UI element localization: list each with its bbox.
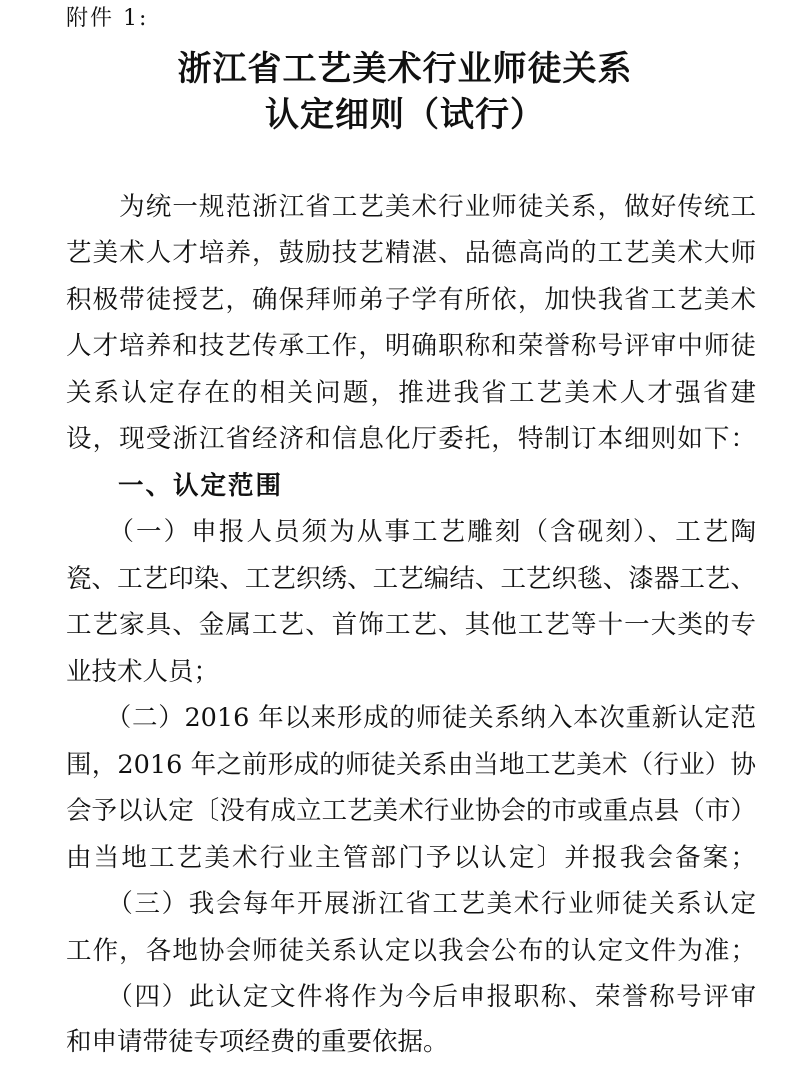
attachment-label: 附件 1: bbox=[66, 6, 149, 31]
document-title-line-2: 认定细则（试行） bbox=[265, 95, 545, 135]
intro-line: 人才培养和技艺传承工作，明确职称和荣誉称号评审中师徒 bbox=[66, 331, 756, 361]
intro-line: 设，现受浙江省经济和信息化厅委托，特制订本细则如下： bbox=[66, 424, 756, 454]
intro-line: 积极带徒授艺，确保拜师弟子学有所依，加快我省工艺美术 bbox=[66, 285, 756, 315]
intro-line: 为统一规范浙江省工艺美术行业师徒关系，做好传统工 bbox=[66, 192, 756, 222]
item-1-line: 瓷、工艺印染、工艺织绣、工艺编结、工艺织毯、漆器工艺、 bbox=[66, 564, 756, 594]
intro-line: 关系认定存在的相关问题，推进我省工艺美术人才强省建 bbox=[66, 378, 756, 408]
item-2-line: 围，2016 年之前形成的师徒关系由当地工艺美术（行业）协 bbox=[66, 750, 756, 780]
item-3-line: 工作，各地协会师徒关系认定以我会公布的认定文件为准； bbox=[66, 936, 756, 966]
item-3-line: （三）我会每年开展浙江省工艺美术行业师徒关系认定 bbox=[66, 889, 756, 919]
item-1-line: 工艺家具、金属工艺、首饰工艺、其他工艺等十一大类的专 bbox=[66, 610, 756, 640]
item-1-line: （一）申报人员须为从事工艺雕刻（含砚刻）、工艺陶 bbox=[66, 517, 756, 547]
intro-line: 艺美术人才培养，鼓励技艺精湛、品德高尚的工艺美术大师 bbox=[66, 238, 756, 268]
item-2-line: 由当地工艺美术行业主管部门予以认定〕并报我会备案； bbox=[66, 843, 756, 873]
item-4-line: （四）此认定文件将作为今后申报职称、荣誉称号评审 bbox=[66, 982, 756, 1012]
item-4-line: 和申请带徒专项经费的重要依据。 bbox=[66, 1027, 449, 1057]
item-2-line: 会予以认定〔没有成立工艺美术行业协会的市或重点县（市） bbox=[66, 796, 756, 826]
item-1-line: 业技术人员； bbox=[66, 657, 220, 687]
document-title-line-1: 浙江省工艺美术行业师徒关系 bbox=[177, 49, 633, 89]
section-heading: 一、认定范围 bbox=[118, 471, 284, 501]
item-2-line: （二）2016 年以来形成的师徒关系纳入本次重新认定范 bbox=[66, 703, 756, 733]
